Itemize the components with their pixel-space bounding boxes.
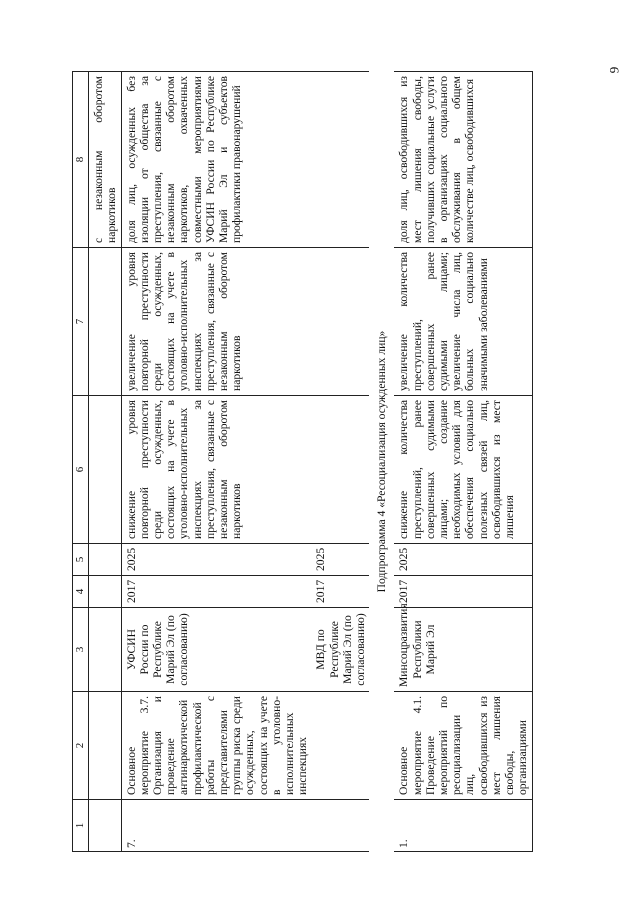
- expected-result-cell: [89, 396, 121, 544]
- end-year-cell: [89, 544, 121, 576]
- table-row: [394, 72, 532, 852]
- expected-result-cell: снижение количества преступлений, ранее совершенных судимыми лицами; создание необходимых условий для обеспечения социально полезных связей лиц, освободившихся из мест лишения: [394, 396, 532, 544]
- measure-cell: [311, 692, 369, 800]
- start-year-cell: 2017: [311, 576, 369, 608]
- expected-result-cell: [311, 396, 369, 544]
- indicator-cell: с незаконным оборотом наркотиков: [89, 72, 121, 248]
- row-number: [89, 800, 121, 852]
- start-year-cell: [89, 576, 121, 608]
- header-row: [73, 72, 89, 852]
- header-col-1: 1: [73, 800, 89, 852]
- executor-cell: УФСИН России по Республике Марий Эл (по согласованию): [121, 608, 311, 692]
- indicator-cell: доля лиц, освободившихся из мест лишения свободы, получивших социальные услуги в организациях социального обслуживания в общем количестве лиц, освободившихся: [394, 72, 532, 248]
- table-row: [311, 72, 369, 852]
- consequence-cell: увеличение уровня повторной преступности среди осужденных, состоящих на учете в уголовно-исполнительных инспекциях за преступления, связанные с незаконным оборотом наркотиков: [121, 248, 311, 396]
- header-col-5: 5: [73, 544, 89, 576]
- end-year-cell: 2025: [394, 544, 532, 576]
- header-col-3: 3: [73, 608, 89, 692]
- row-number: 1.: [394, 800, 532, 852]
- indicator-cell: доля лиц, осужденных без изоляции от общества за преступления, связанные с незаконным оборотом наркотиков, охваченных совместными мероприятиями УФСИН России по Республике Марий Эл и субъектов профилактики правонарушений: [121, 72, 311, 248]
- measure-cell: Основное мероприятие 3.7. Организация и проведение антинаркотической профилактической работы с представителями группы риска среди осужденных, состоящих на учете в уголовно-исполнительных инспекциях: [121, 692, 311, 800]
- executor-cell: МВД по Республике Марий Эл (по согласованию): [311, 608, 369, 692]
- table-row: [121, 72, 311, 852]
- header-col-4: 4: [73, 576, 89, 608]
- indicator-cell: [311, 72, 369, 248]
- consequence-cell: [89, 248, 121, 396]
- consequence-cell: [311, 248, 369, 396]
- end-year-cell: 2025: [311, 544, 369, 576]
- consequence-cell: увеличение количества преступлений, совершенных ранее судимыми лицами; увеличение числа лиц, больных социально значимыми заболеваниями: [394, 248, 532, 396]
- expected-result-cell: снижение уровня повторной преступности среди осужденных, состоящих на учете в уголовно-исполнительных инспекциях за преступления, связанные с незаконным оборотом наркотиков: [121, 396, 311, 544]
- row-number: 7.: [121, 800, 311, 852]
- table-row: [89, 72, 121, 852]
- subprogram-row: [369, 72, 394, 852]
- header-col-8: 8: [73, 72, 89, 248]
- page-number: 9: [605, 66, 621, 74]
- measure-cell: [89, 692, 121, 800]
- start-year-cell: 2017: [121, 576, 311, 608]
- measure-cell: Основное мероприятие 4.1. Проведение мероприятий по ресоциализации лиц, освободившихся из мест лишения свободы, организациями: [394, 692, 532, 800]
- row-number: [311, 800, 369, 852]
- executor-cell: Минсоцразвития Республики Марий Эл: [394, 608, 532, 692]
- executor-cell: [89, 608, 121, 692]
- subprogram-title: Подпрограмма 4 «Ресоциализация осужденных лиц»: [375, 330, 389, 593]
- rotated-table-sheet: [72, 72, 632, 852]
- header-col-2: 2: [73, 692, 89, 800]
- program-table: [72, 71, 533, 852]
- start-year-cell: 2017: [394, 576, 532, 608]
- header-col-7: 7: [73, 248, 89, 396]
- header-col-6: 6: [73, 396, 89, 544]
- end-year-cell: 2025: [121, 544, 311, 576]
